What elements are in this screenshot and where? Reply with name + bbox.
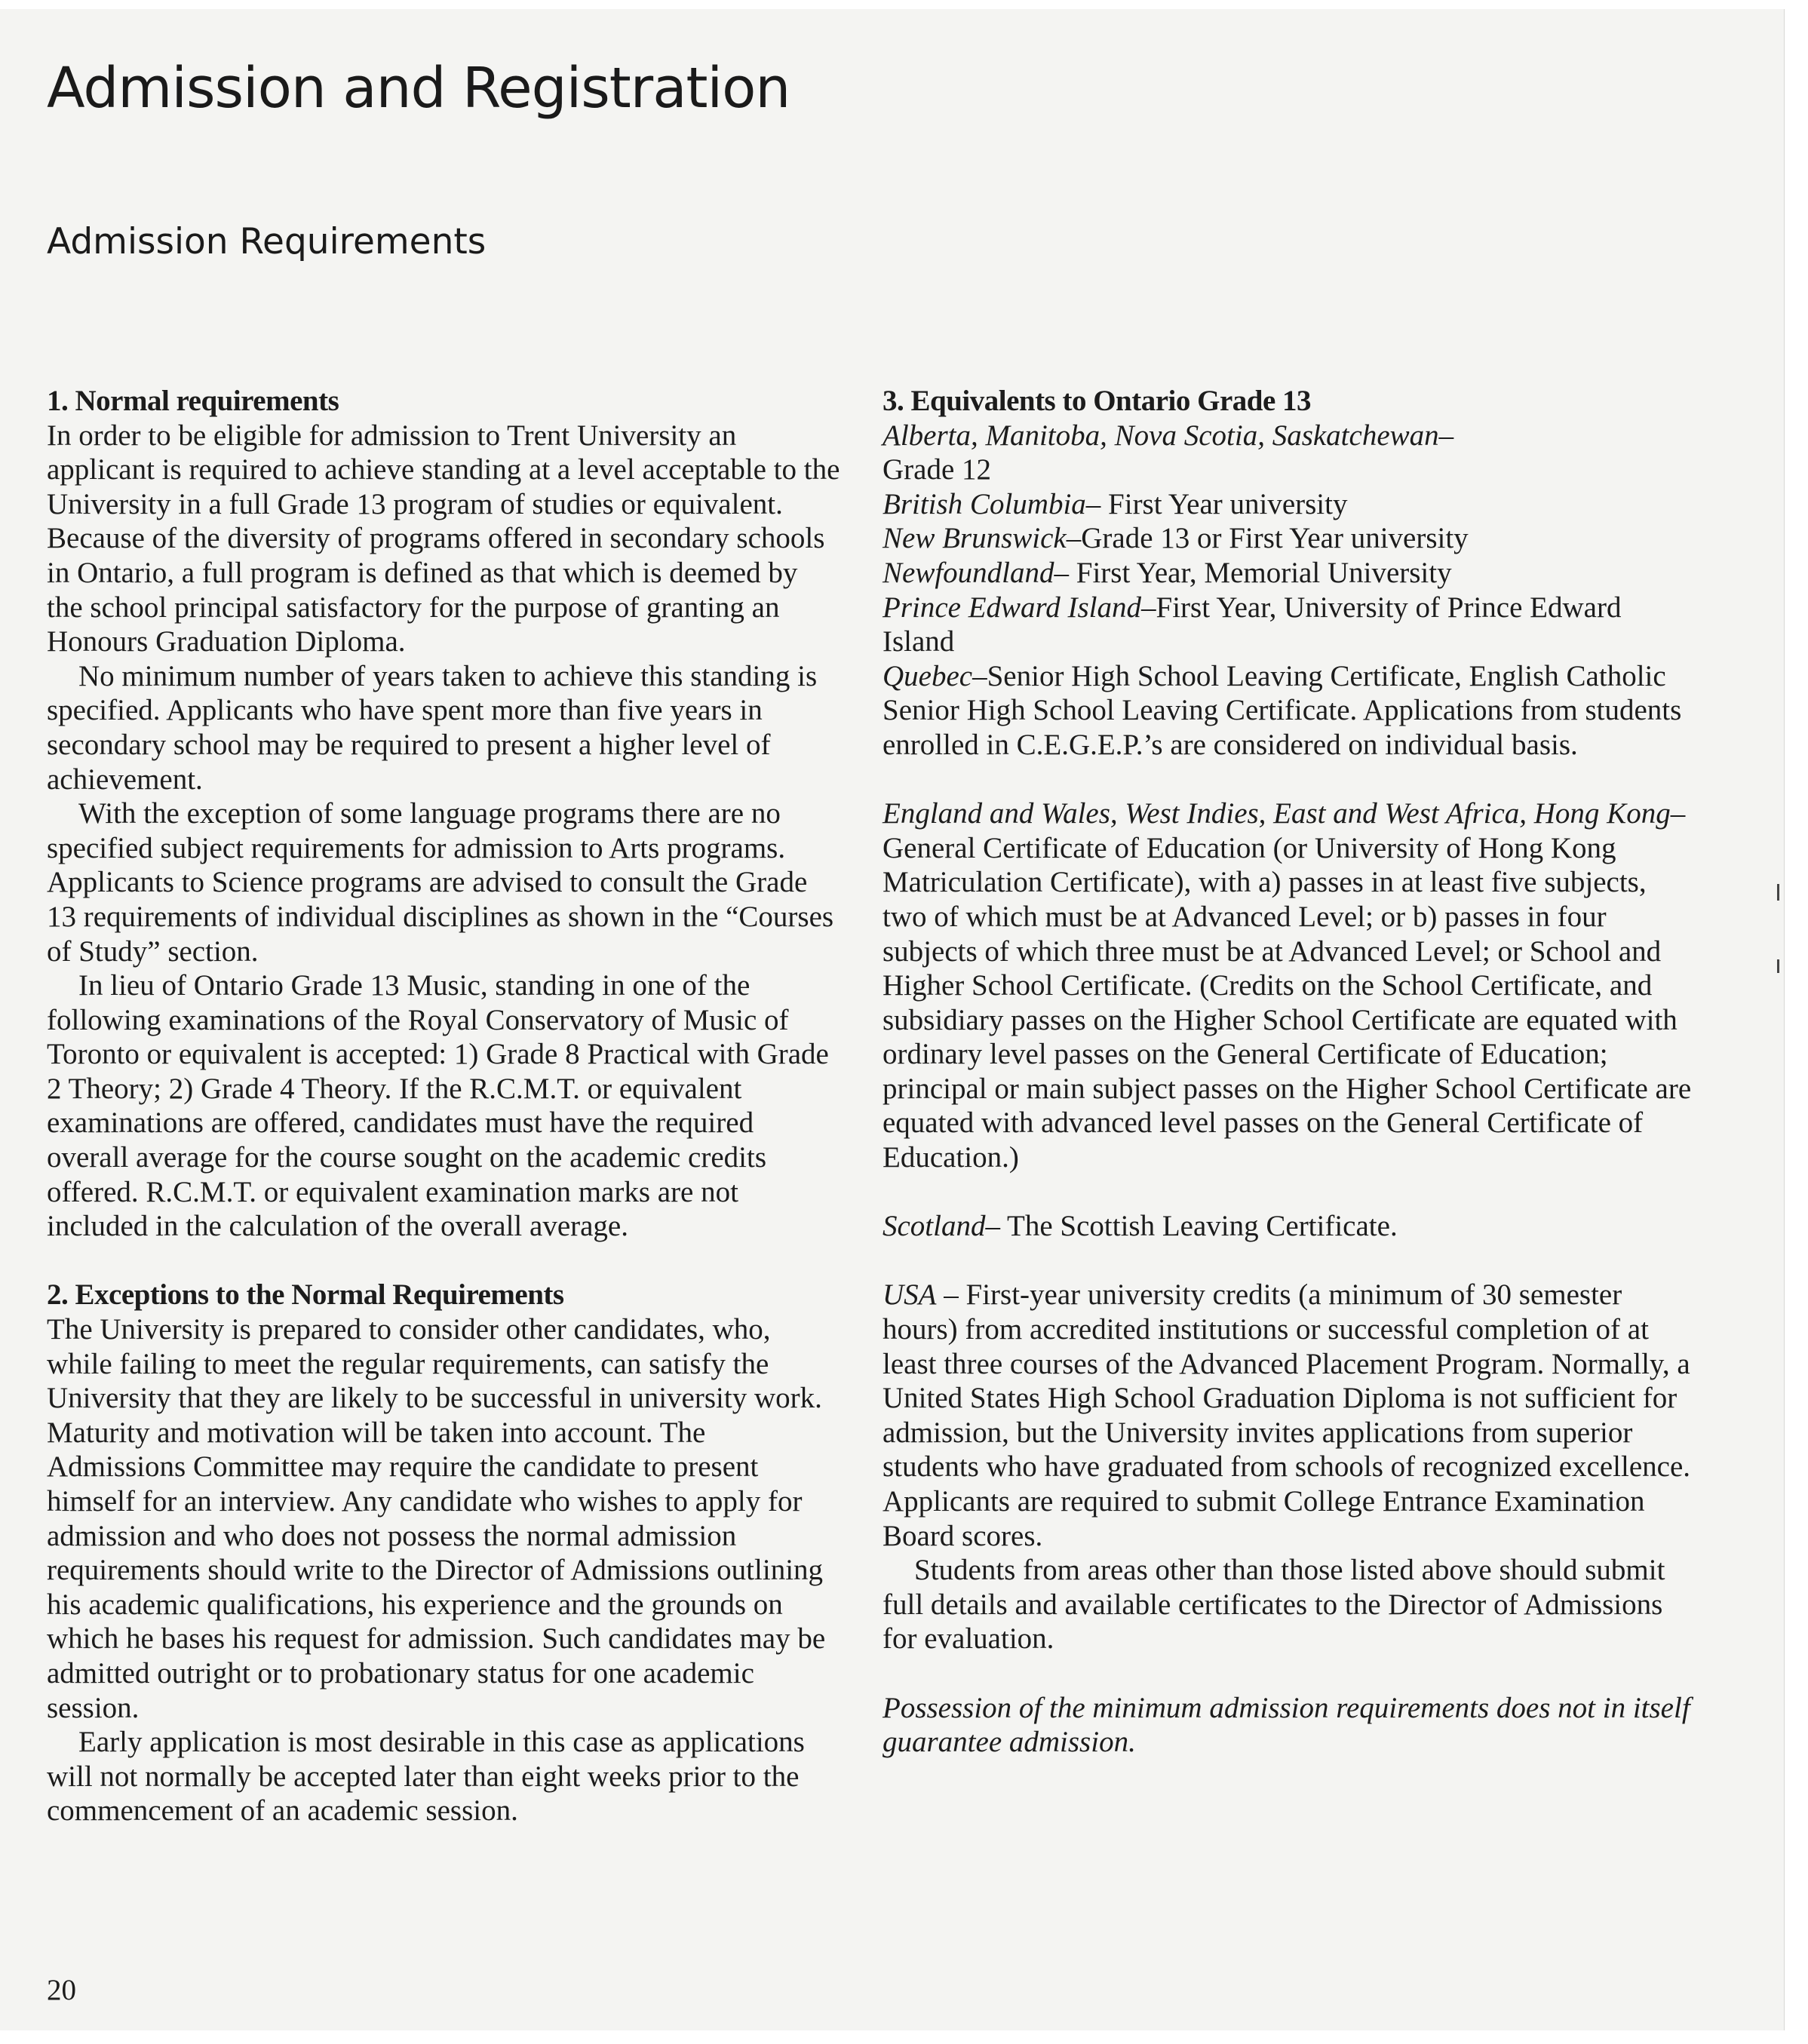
equivalent-text: Grade 13 or First Year university xyxy=(1081,522,1469,555)
page-number: 20 xyxy=(47,1974,76,2006)
exceptions-paragraph-2: Early application is most desirable in this case as applications will not normally be accepted later than eight weeks prior to the commencement of an academic session. xyxy=(47,1726,805,1828)
equivalent-entry-scotland: Scotland– The Scottish Leaving Certificate. xyxy=(883,1210,1398,1243)
section-heading-normal-requirements: 1. Normal requirements xyxy=(47,385,339,417)
region-name: Alberta, Manitoba, Nova Scotia, Saskatchewan xyxy=(883,419,1439,452)
region-name: Quebec xyxy=(883,659,973,692)
equivalent-text: Senior High School Leaving Certificate, English Catholic Senior High School Leaving Certificate. Applications from students enrolled in C.E.G.E.P.’s are considered on individual basis. xyxy=(883,659,1682,761)
admission-guarantee-note: Possession of the minimum admission requirements does not in itself guarantee admission. xyxy=(883,1691,1690,1759)
left-column xyxy=(47,384,840,1828)
equivalent-entry-usa: USA – First-year university credits (a minimum of 30 semester hours) from accredited institutions or successful completion of at least three courses of the Advanced Placement Program. Normally, a United States High School Graduation Diploma is not sufficient for admission, but the University invites applications from superior students who have graduated from schools of recognized excellence. Applicants are required to submit College Entrance Examination Board scores. xyxy=(883,1278,1691,1552)
region-name: Scotland xyxy=(883,1210,986,1243)
region-name: Prince Edward Island xyxy=(883,591,1142,624)
equivalent-entry: Newfoundland– First Year, Memorial University xyxy=(883,556,1452,589)
document-page xyxy=(0,9,1785,2030)
equivalent-entry: Alberta, Manitoba, Nova Scotia, Saskatchewan– Grade 12 xyxy=(883,419,1454,486)
equivalent-text: General Certificate of Education (or University of Hong Kong Matriculation Certificate), with a) passes in at least five subjects, two of which must be at Advanced Level; or b) passes in four subjects of which three must be at Advanced Level; or School and Higher School Certificate. (Credits on the School Certificate, and subsidiary passes on the Higher School Certificate are equated with ordinary level passes on the General Certificate of Education; principal or main subject passes on the Higher School Certificate are equated with advanced level passes on the General Certificate of Education.) xyxy=(883,831,1692,1174)
equivalent-text: First Year, Memorial University xyxy=(1076,556,1452,589)
equivalent-text: The Scottish Leaving Certificate. xyxy=(1007,1210,1398,1243)
normal-requirements-paragraph-2: No minimum number of years taken to achieve this standing is specified. Applicants who have spent more than five years in secondary school may be required to present a higher level of achievement. xyxy=(47,659,818,796)
equivalent-entry-england: England and Wales, West Indies, East and West Africa, Hong Kong–General Certificate of Education (or University of Hong Kong Matriculation Certificate), with a) passes in at least five subjects, two of which must be at Advanced Level; or b) passes in four subjects of which three must be at Advanced Level; or School and Higher School Certificate. (Credits on the School Certificate, and subsidiary passes on the Higher School Certificate are equated with ordinary level passes on the General Certificate of Education; principal or main subject passes on the Higher School Certificate are equated with advanced level passes on the General Certificate of Education.) xyxy=(883,797,1692,1174)
scan-artifact xyxy=(1777,884,1779,901)
equivalent-entry: Quebec–Senior High School Leaving Certificate, English Catholic Senior High School Leaving Certificate. Applications from students enrolled in C.E.G.E.P.’s are considered on individual basis. xyxy=(883,659,1682,761)
normal-requirements-paragraph-4: In lieu of Ontario Grade 13 Music, standing in one of the following examinations of the Royal Conservatory of Music of Toronto or equivalent is accepted: 1) Grade 8 Practical with Grade 2 Theory; 2) Grade 4 Theory. If the R.C.M.T. or equivalent examinations are offered, candidates must have the required overall average for the course sought on the academic credits offered. R.C.M.T. or equivalent examination marks are not included in the calculation of the overall average. xyxy=(47,969,829,1243)
page-title: Admission and Registration xyxy=(47,56,790,121)
equivalent-entry: British Columbia– First Year university xyxy=(883,487,1348,520)
exceptions-paragraph-1: The University is prepared to consider other candidates, who, while failing to meet the regular requirements, can satisfy the University that they are likely to be successful in university work. Maturity and motivation will be taken into account. The Admissions Committee may require the candidate to present himself for an interview. Any candidate who wishes to apply for admission and who does not possess the normal admission requirements should write to the Director of Admissions outlining his academic qualifications, his experience and the grounds on which he bases his request for admission. Such candidates may be admitted outright or to probationary status for one academic session. xyxy=(47,1313,826,1724)
region-name: British Columbia xyxy=(883,487,1086,520)
equivalent-entry: New Brunswick–Grade 13 or First Year university xyxy=(883,522,1469,555)
scan-artifact xyxy=(1777,959,1779,973)
equivalent-entry: Prince Edward Island–First Year, University of Prince Edward Island xyxy=(883,591,1622,658)
section-heading-equivalents: 3. Equivalents to Ontario Grade 13 xyxy=(883,385,1312,417)
section-heading-exceptions: 2. Exceptions to the Normal Requirements xyxy=(47,1278,564,1312)
equivalent-text: Grade 12 xyxy=(883,453,992,486)
equivalent-text: First-year university credits (a minimum of 30 semester hours) from accredited institutions or successful completion of at least three courses of the Advanced Placement Program. Normally, a United States High School Graduation Diploma is not sufficient for admission, but the University invites applications from superior students who have graduated from schools of recognized excellence. Applicants are required to submit College Entrance Examination Board scores. xyxy=(883,1278,1691,1552)
equivalent-text: First Year, University of Prince Edward Island xyxy=(883,591,1622,658)
region-name: New Brunswick xyxy=(883,522,1067,555)
equivalent-text: First Year university xyxy=(1108,487,1348,520)
right-column xyxy=(883,384,1697,1760)
other-areas-paragraph: Students from areas other than those listed above should submit full details and available certificates to the Director of Admissions for evaluation. xyxy=(883,1554,1665,1656)
region-name: USA xyxy=(883,1278,937,1312)
normal-requirements-paragraph-3: With the exception of some language programs there are no specified subject requirements for admission to Arts programs. Applicants to Science programs are advised to consult the Grade 13 requirements of individual disciplines as shown in the “Courses of Study” section. xyxy=(47,797,834,968)
normal-requirements-paragraph-1: In order to be eligible for admission to Trent University an applicant is required to achieve standing at a level acceptable to the University in a full Grade 13 program of studies or equivalent. Because of the diversity of programs offered in secondary schools in Ontario, a full program is defined as that which is deemed by the school principal satisfactory for the purpose of granting an Honours Graduation Diploma. xyxy=(47,419,840,658)
page-subtitle: Admission Requirements xyxy=(47,221,487,262)
region-name: England and Wales, West Indies, East and West Africa, Hong Kong xyxy=(883,797,1671,830)
region-name: Newfoundland xyxy=(883,556,1054,589)
